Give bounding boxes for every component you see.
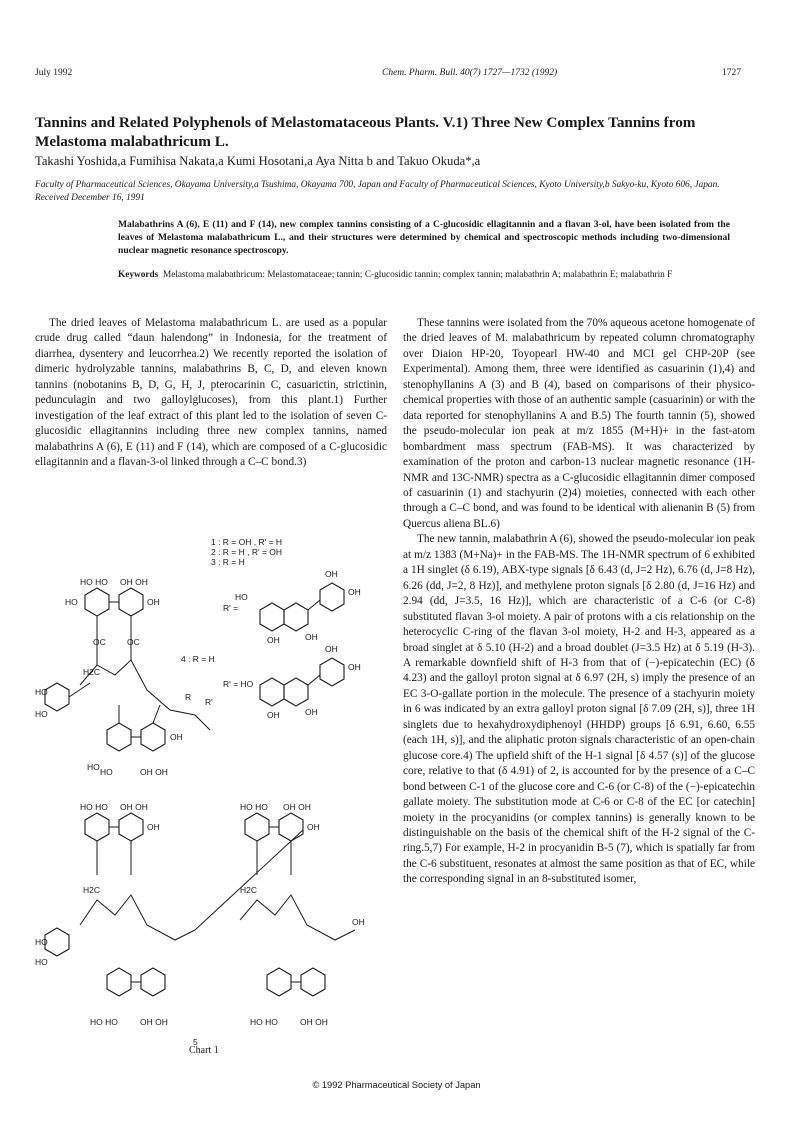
header-date: July 1992 [35,68,73,78]
keywords [95,269,735,281]
svg-text:R': R' [205,697,213,707]
svg-text:HO: HO [35,687,48,697]
copyright-footer: © 1992 Pharmaceutical Society of Japan [312,1080,481,1090]
hhdp-ring-1 [85,588,109,616]
svg-text:HO: HO [87,762,100,772]
compound-1-label: 1 : R = OH , R' = H [211,537,283,547]
flavan-lower [181,644,361,720]
svg-text:OH: OH [267,635,280,645]
compound-5-label: 5 [193,1037,198,1045]
svg-text:OH OH: OH OH [300,1017,328,1027]
top-ellagitannin-structure [35,577,213,777]
hhdp-ring-4 [141,723,165,751]
svg-text:HO: HO [35,937,48,947]
svg-text:HO HO: HO HO [80,577,108,587]
keywords-text: Melastoma malabathricum: Melastomataceae; tannin; C-glucosidic tannin; complex tannin; malabathrin A; malabathrin E; malabathrin F [162,270,673,280]
svg-text:OH: OH [305,632,318,642]
compound-3-label: 3 : R = H [211,557,245,567]
right-column [403,316,755,888]
svg-text:OH OH: OH OH [120,577,148,587]
svg-text:OH: OH [307,822,320,832]
svg-text:HO HO: HO HO [90,1017,118,1027]
keywords-label: Keywords [118,270,159,280]
svg-text:OH: OH [147,597,160,607]
structure-drawing [35,525,387,1045]
svg-text:OH: OH [348,587,361,597]
svg-text:H2C: H2C [83,667,101,677]
svg-text:OC: OC [127,637,140,647]
header-page: 1727 [722,68,741,78]
svg-text:OH OH: OH OH [140,1017,168,1027]
svg-text:HO HO: HO HO [80,802,108,812]
svg-text:HO HO: HO HO [240,802,268,812]
authors: Takashi Yoshida,a Fumihisa Nakata,a Kumi Hosotani,a Aya Nitta b and Takuo Okuda*,a [35,154,481,168]
svg-text:OH: OH [325,569,338,579]
svg-text:HO HO: HO HO [250,1017,278,1027]
svg-text:OH: OH [348,662,361,672]
svg-text:H2C: H2C [83,885,101,895]
dimer-structure-5 [35,802,365,1045]
galloyl-ring [45,683,69,711]
header-journal: Chem. Pharm. Bull. 40(7) 1727—1732 (1992) [382,68,558,78]
svg-text:OH: OH [305,707,318,717]
svg-text:OC: OC [93,637,106,647]
svg-text:OH: OH [325,644,338,654]
chart-caption: Chart 1 [189,1045,219,1056]
hhdp-ring-2 [119,588,143,616]
article-title: Tannins and Related Polyphenols of Melastomataceous Plants. V.1) Three New Complex Tannins from Melastoma malabathricum L. [35,114,696,150]
svg-text:HO: HO [65,597,78,607]
svg-text:R' = HO: R' = HO [223,679,254,689]
right-paragraph-2: The new tannin, malabathrin A (6), showed the pseudo-molecular ion peak at m/z 1383 (M+Na)+ in the FAB-MS. The 1H-NMR spectrum of 6 exhibited a 1H singlet (δ 6.19), ABX-type signals [δ 6.43 (d, J=2 Hz), 6.76 (d, J=8 Hz), 6.26 (dd, J=2, 8 Hz)], and methylene proton signals [δ 2.80 (d, J=16 Hz) and 2.94 (dd, J=3.5, 16 Hz)], which are characteristic of a C-6 (or C-8) substituted flavan 3-ol moiety. A pair of protons with a cis relationship on the heterocyclic C-ring of the flavan 3-ol moiety, H-2 and H-3, appeared as a broad singlet at δ 5.10 (H-2) and a broad doublet (J=3.5 Hz) at δ 5.19 (H-3). A remarkable downfield shift of H-3 from that of (−)-epicatechin (EC) (δ 4.23) and the galloyl proton signal at δ 6.97 (2H, s) imply the presence of an EC 3-O-gallate portion in the molecule. The presence of a stachyurin moiety in 6 was indicated by an extra galloyl proton signal [δ 7.09 (2H, s)], three 1H singlets due to hexahydroxydiphenoyl (HHDP) groups [δ 6.91, 6.60, 6.55 (each 1H, s)], and the aliphatic proton signals characteristic of an open-chain glucose core.4) The upfield shift of the H-1 signal [δ 4.57 (s)] of the glucose core, relative to that (δ 4.91) of 2, is accounted for by the presence of a C–C bond between C-1 of the glucose core and C-6 (or C-8) of the (−)-epicatechin gallate moiety. The substitution mode at C-6 or C-8 of the EC [or catechin] moiety in the procyanidins (or complex tannins) is generally known to be distinguishable on the basis of the chemical shift of the H-2 signal of the C-ring.5,7) For example, H-2 in procyanidin B-5 (7), which is spatially far from the C-6 substituent, resonates at almost the same position as that of EC, while the corresponding signal in an 8-substituted isomer, [403,533,755,886]
svg-text:H2C: H2C [240,885,258,895]
svg-text:HO: HO [35,957,48,967]
right-paragraph-1: These tannins were isolated from the 70% aqueous acetone homogenate of the dried leaves of M. malabathricum by repeated column chromatography over Diaion HP-20, Toyopearl HW-40 and MCI gel CHP-20P (see Experimental). Among them, three were identified as casuarinin (1),4) and stenophyllanins A (3) and B (4), based on comparisons of their physico-chemical properties with those of an authentic sample (casuarinin) or with the data reported for stenophyllanins A and B.5) The fourth tannin (5), showed the pseudo-molecular ion peak at m/z 1855 (M+H)+ in the fast-atom bombardment mass spectrum (FAB-MS). It was characterized by examination of the proton and carbon-13 nuclear magnetic resonance (1H-NMR and 13C-NMR) spectra as a C-glucosidic ellagitannin dimer composed of casuarinin (1) and stachyurin (2)4) moieties, connected with each other through a C–C bond, and was found to be identical with alienanin B (5) from Quercus aliena BL.6) [403,317,755,530]
svg-text:HO: HO [235,592,248,602]
affiliation: Faculty of Pharmaceutical Sciences, Okayama University,a Tsushima, Okayama 700, Japan and Faculty of Pharmaceutical Sciences, Kyoto University,b Sakyo-ku, Kyoto 606, Japan. Received December 16, 1991 [35,180,720,203]
svg-text:R: R [185,692,192,702]
svg-text:R' =: R' = [223,603,239,613]
svg-text:HO: HO [100,767,113,777]
svg-text:OH: OH [267,710,280,720]
svg-text:OH OH: OH OH [120,802,148,812]
compound-4-label: 4 : R = H [181,654,215,664]
svg-text:HO: HO [35,709,48,719]
svg-text:OH: OH [147,822,160,832]
left-column [35,316,387,471]
svg-text:OH: OH [352,917,365,927]
left-paragraph: The dried leaves of Melastoma malabathricum L. are used as a popular crude drug called “daun halendong” in Indonesia, for the treatment of diarrhea, dysentery and leucorrhea.2) We recently reported the isolation of dimeric hydrolyzable tannins, malabathrins B, C, D, and eleven known tannins (nobotanins B, D, G, H, J, pterocarinin C, casuarictin, strictinin, pedunculagin and two galloylglucoses), from this plant.1) Further investigation of the leaf extract of this plant led to the isolation of seven C-glucosidic ellagitannins including three new complex tannins, named malabathrins A (6), E (11) and F (14), which are composed of a C-glucosidic ellagitannin and a flavan-3-ol linked through a C–C bond.3) [35,317,387,469]
svg-text:OH OH: OH OH [283,802,311,812]
flavan-upper [223,569,361,645]
compound-2-label: 2 : R = H , R' = OH [211,547,283,557]
svg-text:OH OH: OH OH [140,767,168,777]
hhdp-ring-3 [107,723,131,751]
chemical-structures-figure [35,525,387,1045]
abstract: Malabathrins A (6), E (11) and F (14), new complex tannins consisting of a C-glucosidic ellagitannin and a flavan 3-ol, have been isolated from the leaves of Melastoma malabathricum L., and their structures were determined by chemical and spectroscopic methods including two-dimensional nuclear magnetic resonance spectroscopy. [118,219,730,256]
svg-text:OH: OH [170,732,183,742]
